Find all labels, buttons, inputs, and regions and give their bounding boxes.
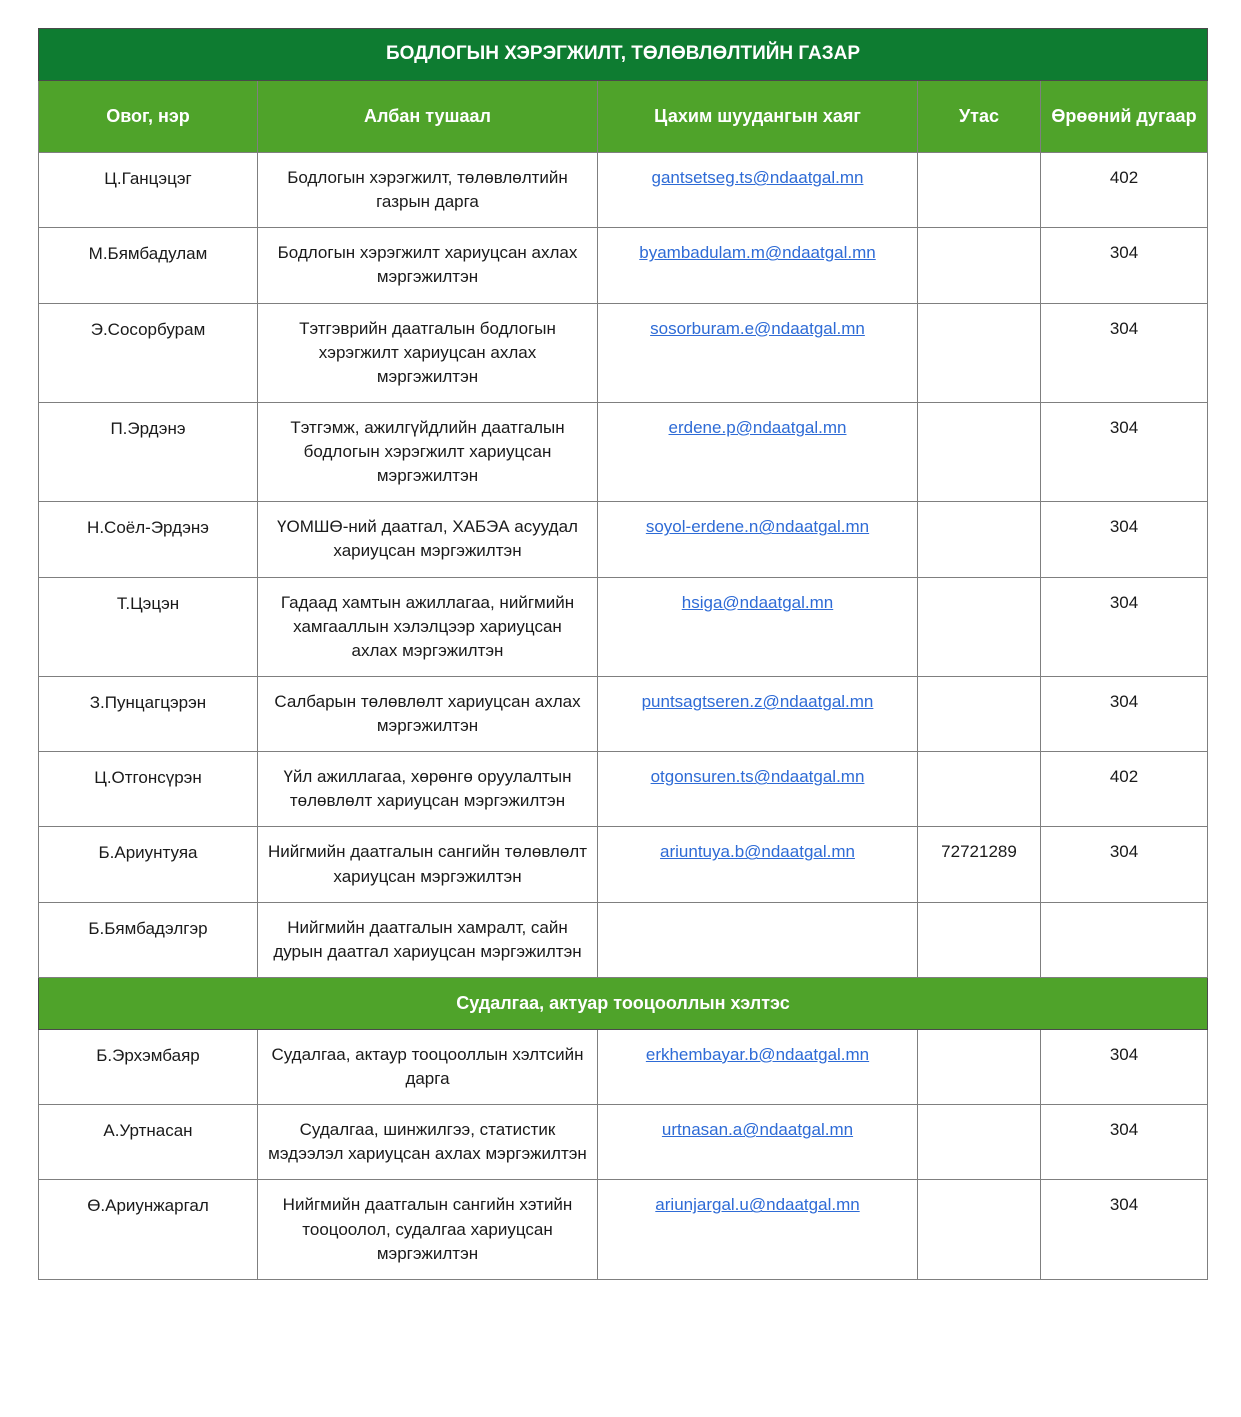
staff-position-cell: ҮОМШӨ-ний даатгал, ХАБЭА асуудал хариуцсан мэргэжилтэн (258, 502, 598, 577)
staff-room-cell: 402 (1041, 752, 1208, 827)
staff-name-cell: Ө.Ариунжаргал (39, 1180, 258, 1279)
table-row (39, 577, 1208, 676)
table-row (39, 303, 1208, 402)
staff-phone-cell (918, 402, 1041, 501)
staff-email-cell (598, 502, 918, 577)
table-row (39, 502, 1208, 577)
staff-email-cell (598, 676, 918, 751)
staff-room-cell: 304 (1041, 228, 1208, 303)
table-row (39, 1105, 1208, 1180)
table-row (39, 902, 1208, 977)
staff-email-cell (598, 902, 918, 977)
staff-name-cell: Э.Сосорбурам (39, 303, 258, 402)
email-link[interactable]: erdene.p@ndaatgal.mn (668, 417, 847, 437)
staff-phone-cell: 72721289 (918, 827, 1041, 902)
staff-name-cell: Б.Бямбадэлгэр (39, 902, 258, 977)
column-header-row (39, 81, 1208, 153)
staff-email-cell (598, 1029, 918, 1104)
staff-position-cell: Нийгмийн даатгалын хамралт, сайн дурын даатгал хариуцсан мэргэжилтэн (258, 902, 598, 977)
email-link[interactable]: urtnasan.a@ndaatgal.mn (661, 1120, 854, 1140)
staff-phone-cell (918, 902, 1041, 977)
staff-phone-cell (918, 1105, 1041, 1180)
staff-room-cell: 304 (1041, 502, 1208, 577)
column-header-phone: Утас (918, 81, 1041, 153)
staff-name-cell: П.Эрдэнэ (39, 402, 258, 501)
table-row (39, 827, 1208, 902)
email-link[interactable]: gantsetseg.ts@ndaatgal.mn (651, 168, 864, 187)
staff-position-cell: Тэтгэврийн даатгалын бодлогын хэрэгжилт хариуцсан ахлах мэргэжилтэн (258, 303, 598, 402)
table-row (39, 1180, 1208, 1279)
email-link[interactable]: puntsagtseren.z@ndaatgal.mn (641, 691, 874, 711)
staff-name-cell: Т.Цэцэн (39, 577, 258, 676)
email-link[interactable]: hsiga@ndaatgal.mn (681, 592, 834, 612)
staff-email-cell (598, 752, 918, 827)
column-header-room: Өрөөний дугаар (1041, 81, 1208, 153)
table-row (39, 153, 1208, 228)
staff-phone-cell (918, 153, 1041, 228)
staff-email-cell (598, 577, 918, 676)
staff-room-cell: 402 (1041, 153, 1208, 228)
staff-room-cell: 304 (1041, 1180, 1208, 1279)
table-row (39, 228, 1208, 303)
email-link[interactable]: ariunjargal.u@ndaatgal.mn (655, 1195, 860, 1215)
staff-room-cell: 304 (1041, 402, 1208, 501)
table-title-row (39, 29, 1208, 81)
email-link[interactable]: erkhembayar.b@ndaatgal.mn (645, 1044, 870, 1064)
staff-position-cell: Нийгмийн даатгалын сангийн хэтийн тооцоолол, судалгаа хариуцсан мэргэжилтэн (258, 1180, 598, 1279)
staff-phone-cell (918, 228, 1041, 303)
staff-name-cell: Ц.Отгонсүрэн (39, 752, 258, 827)
staff-room-cell: 304 (1041, 1029, 1208, 1104)
staff-name-cell: М.Бямбадулам (39, 228, 258, 303)
section-banner-row (39, 977, 1208, 1029)
staff-position-cell: Салбарын төлөвлөлт хариуцсан ахлах мэргэжилтэн (258, 676, 598, 751)
staff-name-cell: Н.Соёл-Эрдэнэ (39, 502, 258, 577)
staff-room-cell: 304 (1041, 303, 1208, 402)
staff-position-cell: Тэтгэмж, ажилгүйдлийн даатгалын бодлогын хэрэгжилт хариуцсан мэргэжилтэн (258, 402, 598, 501)
staff-phone-cell (918, 577, 1041, 676)
staff-room-cell: 304 (1041, 577, 1208, 676)
staff-position-cell: Бодлогын хэрэгжилт хариуцсан ахлах мэргэжилтэн (258, 228, 598, 303)
email-link[interactable]: soyol-erdene.n@ndaatgal.mn (645, 517, 870, 537)
staff-phone-cell (918, 676, 1041, 751)
email-link[interactable]: ariuntuya.b@ndaatgal.mn (660, 842, 855, 862)
table-row (39, 1029, 1208, 1104)
staff-email-cell (598, 153, 918, 228)
staff-position-cell: Нийгмийн даатгалын сангийн төлөвлөлт хариуцсан мэргэжилтэн (258, 827, 598, 902)
email-link[interactable]: sosorburam.e@ndaatgal.mn (650, 318, 865, 338)
staff-email-cell (598, 303, 918, 402)
table-row (39, 752, 1208, 827)
staff-name-cell: Б.Эрхэмбаяр (39, 1029, 258, 1104)
staff-room-cell: 304 (1041, 1105, 1208, 1180)
page-title: БОДЛОГЫН ХЭРЭГЖИЛТ, ТӨЛӨВЛӨЛТИЙН ГАЗАР (39, 29, 1208, 81)
staff-name-cell: Б.Ариунтуяа (39, 827, 258, 902)
staff-phone-cell (918, 1180, 1041, 1279)
staff-position-cell: Судалгаа, актаур тооцооллын хэлтсийн дарга (258, 1029, 598, 1104)
staff-phone-cell (918, 502, 1041, 577)
email-link[interactable]: byambadulam.m@ndaatgal.mn (639, 243, 876, 263)
staff-email-cell (598, 827, 918, 902)
column-header-email: Цахим шуудангын хаяг (598, 81, 918, 153)
staff-name-cell: А.Уртнасан (39, 1105, 258, 1180)
staff-email-cell (598, 402, 918, 501)
staff-email-cell (598, 1105, 918, 1180)
column-header-name: Овог, нэр (39, 81, 258, 153)
staff-room-cell: 304 (1041, 827, 1208, 902)
email-link[interactable]: otgonsuren.ts@ndaatgal.mn (650, 767, 865, 787)
table-row (39, 676, 1208, 751)
staff-name-cell: З.Пунцагцэрэн (39, 676, 258, 751)
section-banner: Судалгаа, актуар тооцооллын хэлтэс (39, 977, 1208, 1029)
staff-name-cell: Ц.Ганцэцэг (39, 153, 258, 228)
staff-email-cell (598, 1180, 918, 1279)
staff-phone-cell (918, 303, 1041, 402)
column-header-position: Албан тушаал (258, 81, 598, 153)
table-row (39, 402, 1208, 501)
staff-phone-cell (918, 752, 1041, 827)
staff-room-cell (1041, 902, 1208, 977)
staff-position-cell: Бодлогын хэрэгжилт, төлөвлөлтийн газрын дарга (258, 153, 598, 228)
staff-room-cell: 304 (1041, 676, 1208, 751)
staff-position-cell: Судалгаа, шинжилгээ, статистик мэдээлэл хариуцсан ахлах мэргэжилтэн (258, 1105, 598, 1180)
staff-phone-cell (918, 1029, 1041, 1104)
staff-position-cell: Гадаад хамтын ажиллагаа, нийгмийн хамгааллын хэлэлцээр хариуцсан ахлах мэргэжилтэн (258, 577, 598, 676)
staff-directory-table (38, 28, 1208, 1280)
staff-email-cell (598, 228, 918, 303)
staff-position-cell: Үйл ажиллагаа, хөрөнгө оруулалтын төлөвлөлт хариуцсан мэргэжилтэн (258, 752, 598, 827)
